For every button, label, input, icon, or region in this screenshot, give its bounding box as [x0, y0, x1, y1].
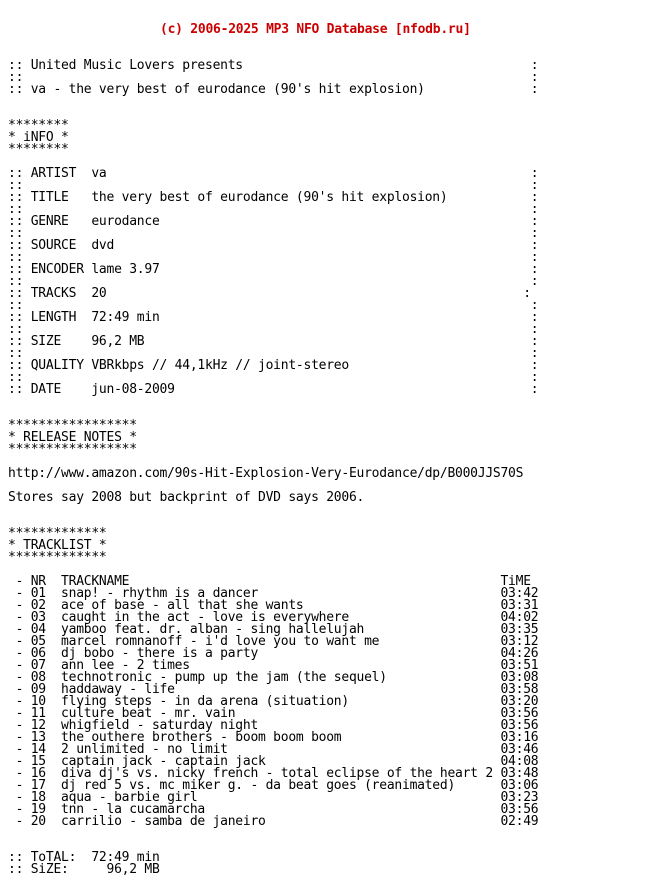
nfo-line: :: :: [8, 202, 539, 217]
nfo-line: * RELEASE NOTES *: [8, 430, 137, 445]
nfo-line: :: DATE jun-08-2009 :: [8, 382, 539, 397]
nfo-lines-container: [8, 60, 538, 876]
nfo-line: :: SOURCE dvd :: [8, 238, 539, 253]
nfo-line: - 07 ann lee - 2 times 03:51: [8, 658, 539, 673]
nfo-line: *************: [8, 526, 107, 541]
nfo-line: - 19 tnn - la cucamarcha 03:56: [8, 802, 539, 817]
nfo-line: :: ToTAL: 72:49 min: [8, 850, 160, 865]
nfo-line: [8, 396, 538, 408]
nfo-line: :: :: [8, 346, 539, 361]
nfo-line: :: :: [8, 178, 539, 193]
nfo-line: Stores say 2008 but backprint of DVD says 2006.: [8, 490, 365, 505]
nfo-line: - 05 marcel romnanoff - i'd love you to want me 03:12: [8, 634, 539, 649]
nfo-line: - 18 aqua - barbie girl 03:23: [8, 790, 539, 805]
nfo-line: ********: [8, 142, 69, 157]
nfo-line: - 13 the outhere brothers - boom boom boom 03:16: [8, 730, 539, 745]
nfo-line: :: TRACKS 20 :: [8, 286, 531, 301]
nfo-line: :: TITLE the very best of eurodance (90's hit explosion) :: [8, 190, 539, 205]
nfo-line: - 01 snap! - rhythm is a dancer 03:42: [8, 586, 539, 601]
nfo-line: :: :: [8, 226, 539, 241]
nfo-line: - 04 yamboo feat. dr. alban - sing hallelujah 03:35: [8, 622, 539, 637]
nfo-line: ********: [8, 118, 69, 133]
nfo-line: - 02 ace of base - all that she wants 03:31: [8, 598, 539, 613]
nfodb-credit-header[interactable]: (c) 2006-2025 MP3 NFO Database [nfodb.ru]: [160, 22, 471, 37]
nfo-line: :: :: [8, 70, 539, 85]
nfo-line: - 12 whigfield - saturday night 03:56: [8, 718, 539, 733]
nfo-line: [8, 828, 538, 840]
nfo-line: :: :: [8, 274, 539, 289]
nfo-line: :: SiZE: 96,2 MB: [8, 862, 160, 877]
nfo-line: - 20 carrilio - samba de janeiro 02:49: [8, 814, 539, 829]
nfo-line: :: :: [8, 322, 539, 337]
nfo-line: [8, 108, 538, 120]
nfo-line: *****************: [8, 418, 137, 433]
nfo-line: - 09 haddaway - life 03:58: [8, 682, 539, 697]
nfo-line: - 16 diva dj's vs. nicky french - total eclipse of the heart 2 03:48: [8, 766, 539, 781]
nfo-line: :: :: [8, 370, 539, 385]
nfo-line: *****************: [8, 442, 137, 457]
nfo-line: :: SIZE 96,2 MB :: [8, 334, 539, 349]
nfo-line: :: ARTIST va :: [8, 166, 539, 181]
nfo-line: :: GENRE eurodance :: [8, 214, 539, 229]
nfo-line: - 08 technotronic - pump up the jam (the sequel) 03:08: [8, 670, 539, 685]
nfo-line: * iNFO *: [8, 130, 69, 145]
nfo-line: - 14 2 unlimited - no limit 03:46: [8, 742, 539, 757]
nfo-line: [8, 504, 538, 516]
nfo-line: - 15 captain jack - captain jack 04:08: [8, 754, 539, 769]
nfo-line: - NR TRACKNAME TiME: [8, 574, 531, 589]
nfo-line: - 03 caught in the act - love is everywhere 04:02: [8, 610, 539, 625]
nfo-line: :: ENCODER lame 3.97 :: [8, 262, 539, 277]
nfo-line: :: United Music Lovers presents :: [8, 58, 539, 73]
nfo-line: - 10 flying steps - in da arena (situation) 03:20: [8, 694, 539, 709]
nfo-line: - 17 dj red 5 vs. mc miker g. - da beat goes (reanimated) 03:06: [8, 778, 539, 793]
nfo-line: :: LENGTH 72:49 min :: [8, 310, 539, 325]
nfo-text-block: [8, 0, 538, 888]
nfo-line: :: :: [8, 298, 539, 313]
nfo-line: :: :: [8, 250, 539, 265]
nfo-line: * TRACKLIST *: [8, 538, 107, 553]
nfo-line: - 06 dj bobo - there is a party 04:26: [8, 646, 539, 661]
nfo-line[interactable]: http://www.amazon.com/90s-Hit-Explosion-Very-Eurodance/dp/B000JJS70S: [8, 466, 524, 481]
nfo-line: :: QUALITY VBRkbps // 44,1kHz // joint-stereo :: [8, 358, 539, 373]
nfo-line: *************: [8, 550, 107, 565]
nfo-line: [8, 96, 538, 108]
nfo-line: - 11 culture beat - mr. vain 03:56: [8, 706, 539, 721]
nfo-line: :: va - the very best of eurodance (90's hit explosion) :: [8, 82, 539, 97]
